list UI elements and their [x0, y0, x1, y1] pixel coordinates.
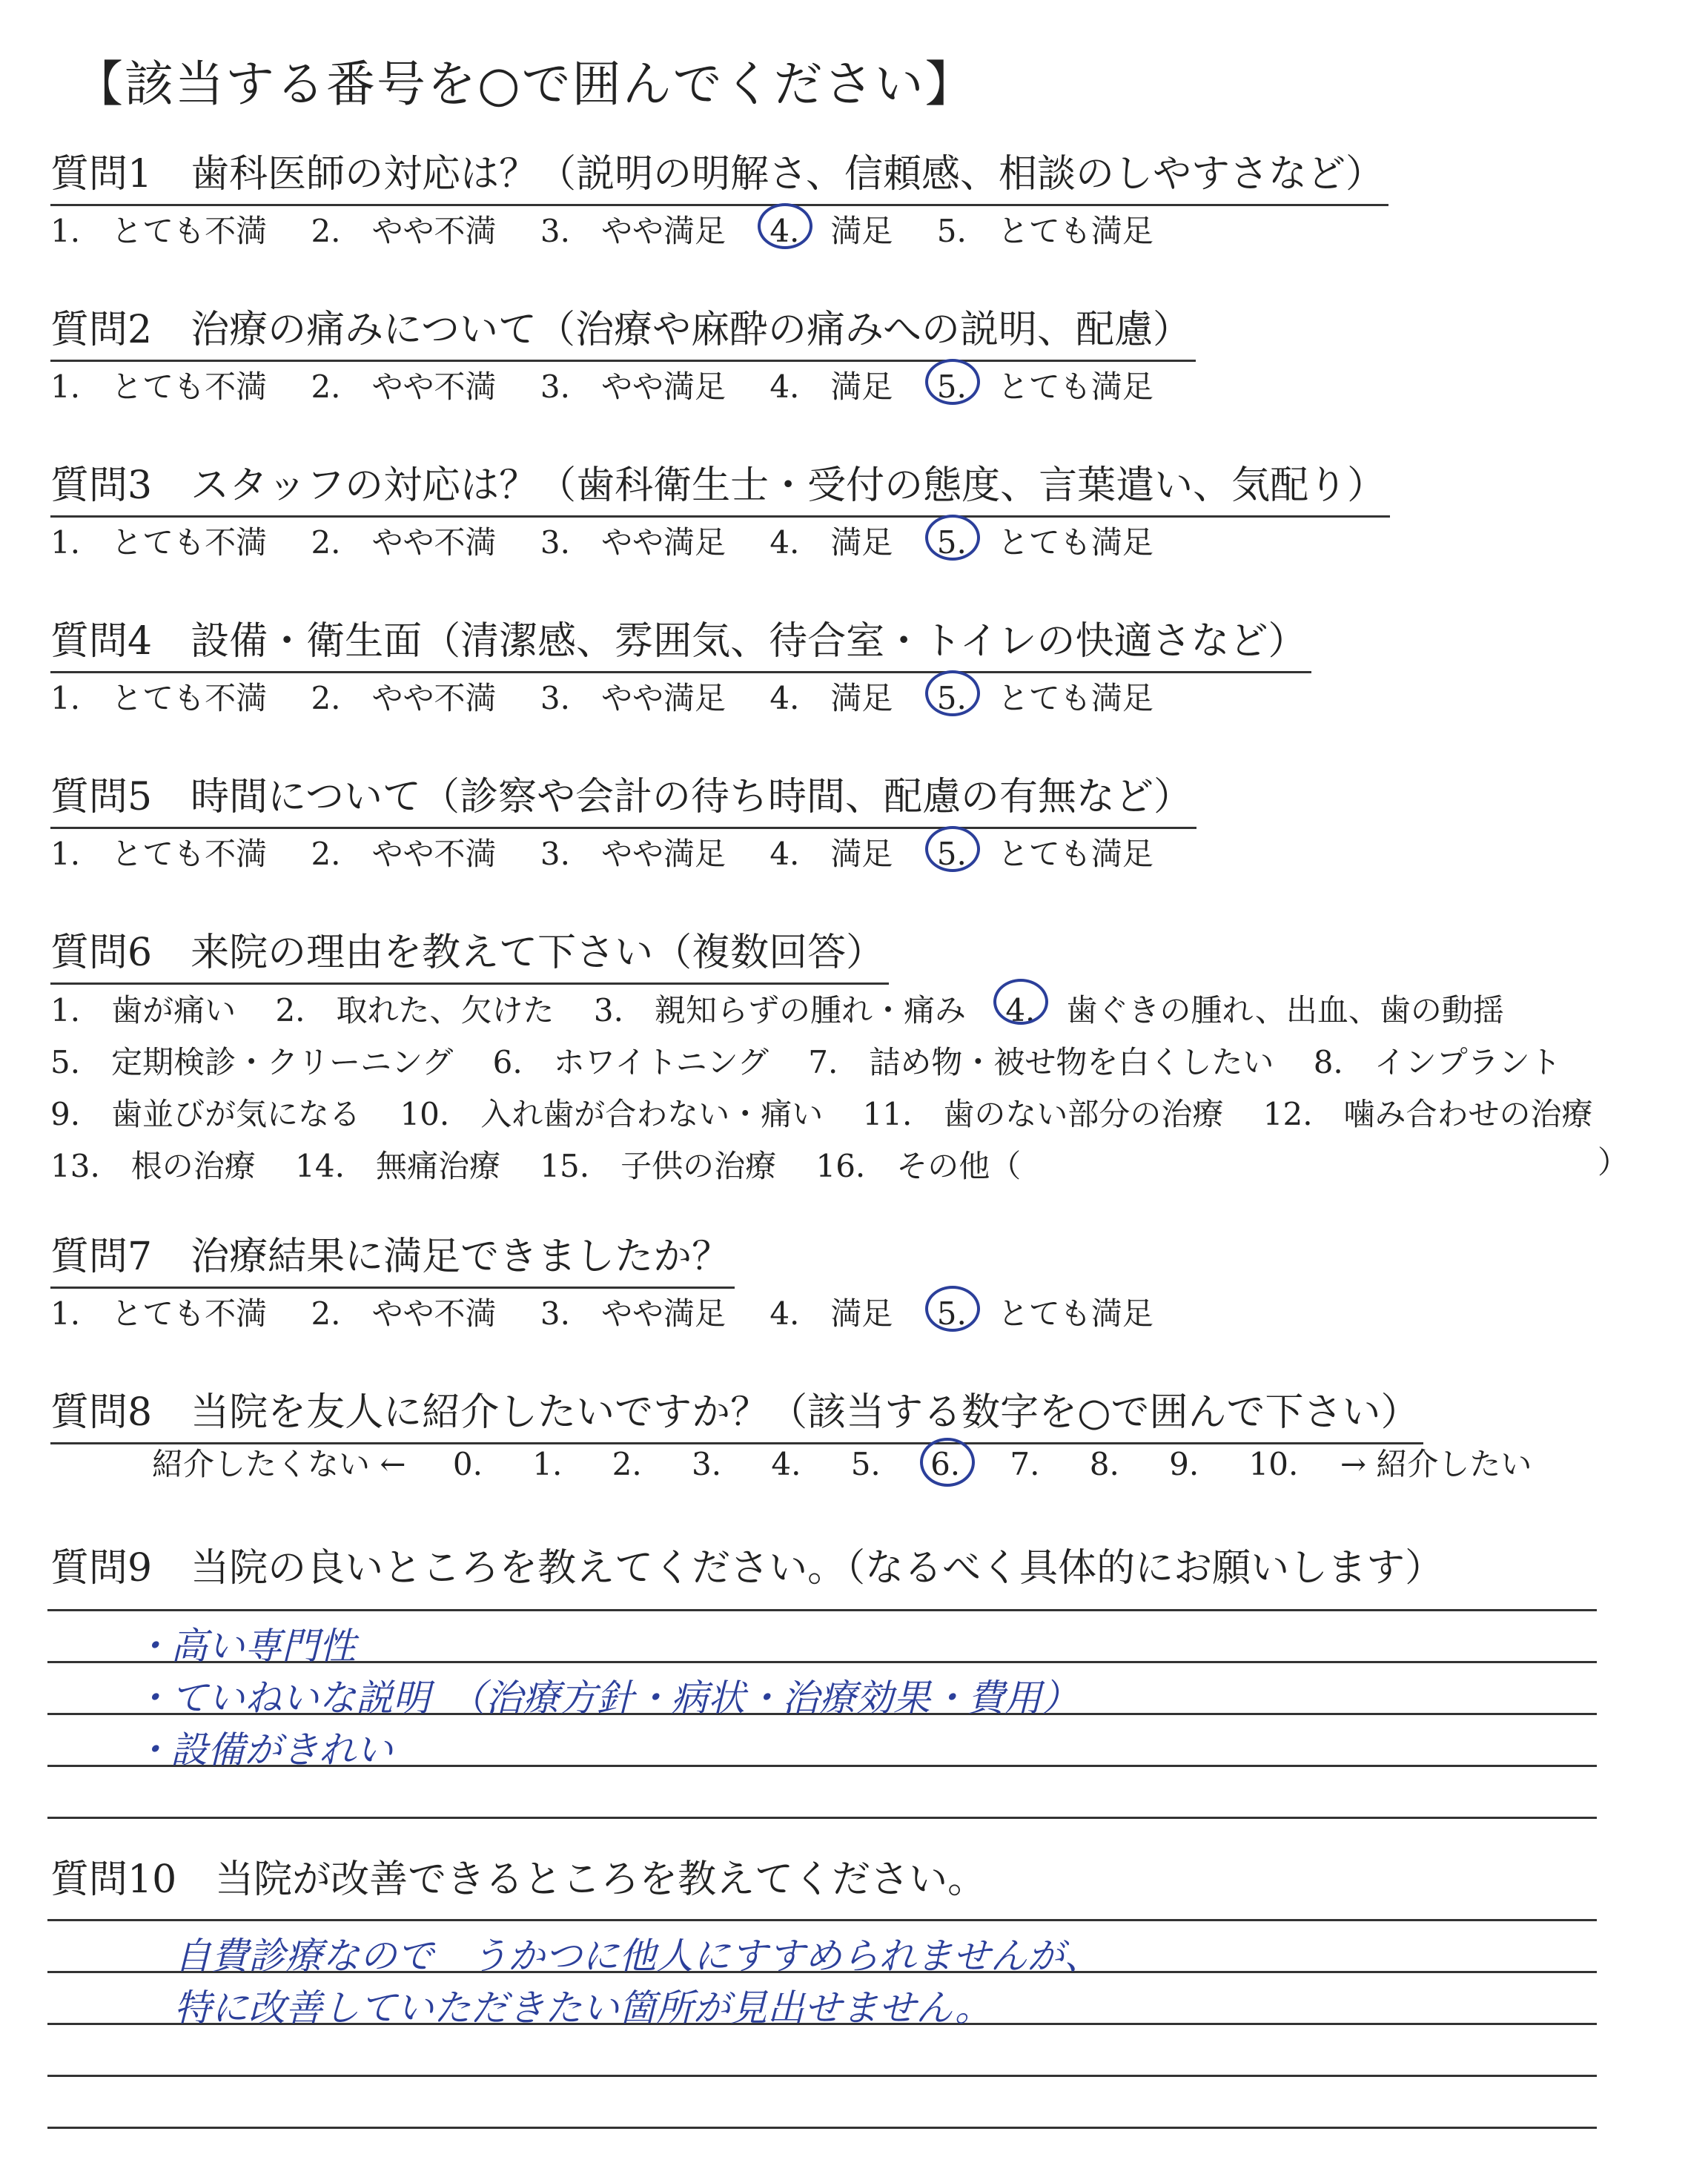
- q8-scale: [152, 1442, 1532, 1487]
- q5-option-2[interactable]: 2. やや不満: [311, 836, 497, 872]
- q6-option-15[interactable]: 15. 子供の治療: [540, 1148, 777, 1184]
- question-9: [50, 1539, 1448, 1598]
- q10-answer-2: 特に改善していただきたい箇所が見出せません。: [174, 1986, 992, 2029]
- q7-option-1[interactable]: 1. とても不満: [50, 1295, 268, 1332]
- q6-row-1: [50, 985, 1623, 1037]
- question-4: [50, 612, 1311, 721]
- q6-option-3[interactable]: 3. 親知らずの腫れ・痛み: [593, 992, 966, 1028]
- q8-number-6-selected[interactable]: 6.: [930, 1442, 1000, 1487]
- q2-option-3[interactable]: 3. やや満足: [540, 369, 726, 405]
- q6-option-1[interactable]: 1. 歯が痛い: [50, 992, 236, 1028]
- q8-number-0[interactable]: 0.: [452, 1446, 483, 1482]
- q9-answer-3: ・設備がきれい: [133, 1728, 393, 1771]
- q10-answer-1: 自費診療なので うかつに他人にすすめられませんが、: [174, 1935, 1102, 1978]
- q8-left-label: 紹介したくない ←: [152, 1446, 406, 1482]
- q6-option-5[interactable]: 5. 定期検診・クリーニング: [50, 1044, 454, 1080]
- q6-option-13[interactable]: 13. 根の治療: [50, 1148, 256, 1184]
- q4-option-1[interactable]: 1. とても不満: [50, 680, 268, 716]
- question-4-options: [50, 676, 1311, 721]
- question-7-title: 質問7 治療結果に満足できましたか？: [50, 1227, 735, 1289]
- answer-line: [47, 2127, 1597, 2129]
- q6-option-10[interactable]: 10. 入れ歯が合わない・痛い: [400, 1096, 824, 1132]
- q6-option-14[interactable]: 14. 無痛治療: [295, 1148, 500, 1184]
- answer-line: [47, 1919, 1597, 1921]
- q1-option-1[interactable]: 1. とても不満: [50, 213, 268, 249]
- q7-option-2[interactable]: 2. やや不満: [311, 1295, 497, 1332]
- q6-option-11[interactable]: 11. 歯のない部分の治療: [862, 1096, 1224, 1132]
- q8-number-4[interactable]: 4.: [771, 1446, 801, 1482]
- q6-option-16-other[interactable]: 16. その他（: [815, 1148, 1022, 1184]
- question-8: [50, 1383, 1423, 1444]
- q2-option-2[interactable]: 2. やや不満: [311, 369, 497, 405]
- question-10-title: 質問10 当院が改善できるところを教えてください。: [50, 1857, 987, 1902]
- q2-option-5-selected[interactable]: [937, 365, 1153, 409]
- question-10: [50, 1850, 990, 1909]
- question-5-options: [50, 832, 1196, 876]
- q3-option-2[interactable]: 2. やや不満: [311, 524, 497, 561]
- answer-line: [47, 1609, 1597, 1611]
- q6-option-4-label: 4. 歯ぐきの腫れ、出血、歯の動揺: [1005, 985, 1504, 1037]
- q4-option-2[interactable]: 2. やや不満: [311, 680, 497, 716]
- q6-row-4: [50, 1140, 1623, 1192]
- q4-option-5-label: 5. とても満足: [937, 676, 1153, 721]
- q8-number-8[interactable]: 8.: [1089, 1446, 1119, 1482]
- answer-line: [47, 2075, 1597, 2077]
- question-1-title: 質問1 歯科医師の対応は？（説明の明解さ、信頼感、相談のしやすさなど）: [50, 145, 1388, 206]
- q1-option-3[interactable]: 3. やや満足: [540, 213, 726, 249]
- question-1-options: [50, 209, 1388, 254]
- q8-right-label: → 紹介したい: [1340, 1446, 1532, 1482]
- q1-option-2[interactable]: 2. やや不満: [311, 213, 497, 249]
- q1-option-4-selected[interactable]: [769, 209, 893, 254]
- q7-option-5-selected[interactable]: [937, 1292, 1153, 1336]
- q8-number-7[interactable]: 7.: [1010, 1446, 1040, 1482]
- q3-option-3[interactable]: 3. やや満足: [540, 524, 726, 561]
- q1-option-5[interactable]: 5. とても満足: [936, 213, 1153, 249]
- question-2-options: [50, 365, 1196, 409]
- q8-number-10[interactable]: 10.: [1248, 1446, 1299, 1482]
- q6-row-3: [50, 1089, 1623, 1140]
- q9-answer-2: ・ていねいな説明 （治療方針・病状・治療効果・費用）: [133, 1677, 1079, 1720]
- page-heading: 【該当する番号を○で囲んでください】: [74, 56, 976, 113]
- question-5: [50, 767, 1196, 876]
- question-9-title: 質問9 当院の良いところを教えてください。（なるべく具体的にお願いします）: [50, 1546, 1444, 1591]
- q6-option-7[interactable]: 7. 詰め物・被せ物を白くしたい: [808, 1044, 1274, 1080]
- q3-option-4[interactable]: 4. 満足: [769, 524, 893, 561]
- q5-option-4[interactable]: 4. 満足: [769, 836, 893, 872]
- question-7-options: [50, 1292, 1188, 1336]
- q7-option-3[interactable]: 3. やや満足: [540, 1295, 726, 1332]
- question-4-title: 質問4 設備・衛生面（清潔感、雰囲気、待合室・トイレの快適さなど）: [50, 612, 1311, 673]
- q2-option-4[interactable]: 4. 満足: [769, 369, 893, 405]
- q6-option-8[interactable]: 8. インプラント: [1313, 1044, 1561, 1080]
- q7-option-5-label: 5. とても満足: [937, 1292, 1153, 1336]
- q5-option-3[interactable]: 3. やや満足: [540, 836, 726, 872]
- q4-option-3[interactable]: 3. やや満足: [540, 680, 726, 716]
- q8-number-5[interactable]: 5.: [850, 1446, 881, 1482]
- answer-line: [47, 1817, 1597, 1819]
- question-6: [50, 923, 1623, 1192]
- q6-option-12[interactable]: 12. 噛み合わせの治療: [1262, 1096, 1593, 1132]
- question-6-title: 質問6 来院の理由を教えて下さい（複数回答）: [50, 923, 889, 985]
- q9-answer-1: ・高い専門性: [133, 1625, 356, 1668]
- question-1: [50, 145, 1388, 254]
- question-2: [50, 300, 1196, 409]
- q4-option-5-selected[interactable]: [937, 676, 1153, 721]
- q2-option-1[interactable]: 1. とても不満: [50, 369, 268, 405]
- q8-number-9[interactable]: 9.: [1169, 1446, 1199, 1482]
- q5-option-5-selected[interactable]: [937, 832, 1153, 876]
- question-3-options: [50, 521, 1390, 565]
- question-3-title: 質問3 スタッフの対応は？（歯科衛生士・受付の態度、言葉遣い、気配り）: [50, 456, 1390, 518]
- q8-number-1[interactable]: 1.: [532, 1446, 563, 1482]
- q6-row-2: [50, 1037, 1623, 1089]
- q3-option-5-selected[interactable]: [937, 521, 1153, 565]
- question-7: [50, 1227, 1188, 1336]
- q8-number-3[interactable]: 3.: [691, 1446, 722, 1482]
- q6-option-9[interactable]: 9. 歯並びが気になる: [50, 1096, 361, 1132]
- question-2-title: 質問2 治療の痛みについて（治療や麻酔の痛みへの説明、配慮）: [50, 300, 1196, 362]
- q1-option-4-circle: 4. 満足: [769, 209, 893, 254]
- q6-option-2[interactable]: 2. 取れた、欠けた: [275, 992, 555, 1028]
- q6-other-close-paren: ）: [1598, 1144, 1629, 1180]
- q3-option-5-label: 5. とても満足: [937, 521, 1153, 565]
- q4-option-4[interactable]: 4. 満足: [769, 680, 893, 716]
- q6-option-6[interactable]: 6. ホワイトニング: [492, 1044, 769, 1080]
- question-5-title: 質問5 時間について（診察や会計の待ち時間、配慮の有無など）: [50, 767, 1196, 829]
- q5-option-5-label: 5. とても満足: [937, 832, 1153, 876]
- question-3: [50, 456, 1390, 565]
- q3-option-1[interactable]: 1. とても不満: [50, 524, 268, 561]
- q2-option-5-label: 5. とても満足: [937, 365, 1153, 409]
- question-8-title: 質問8 当院を友人に紹介したいですか？（該当する数字を○で囲んで下さい）: [50, 1383, 1423, 1444]
- q8-number-2[interactable]: 2.: [612, 1446, 642, 1482]
- q7-option-4[interactable]: 4. 満足: [769, 1295, 893, 1332]
- q6-option-4-selected[interactable]: [1005, 985, 1504, 1037]
- q5-option-1[interactable]: 1. とても不満: [50, 836, 268, 872]
